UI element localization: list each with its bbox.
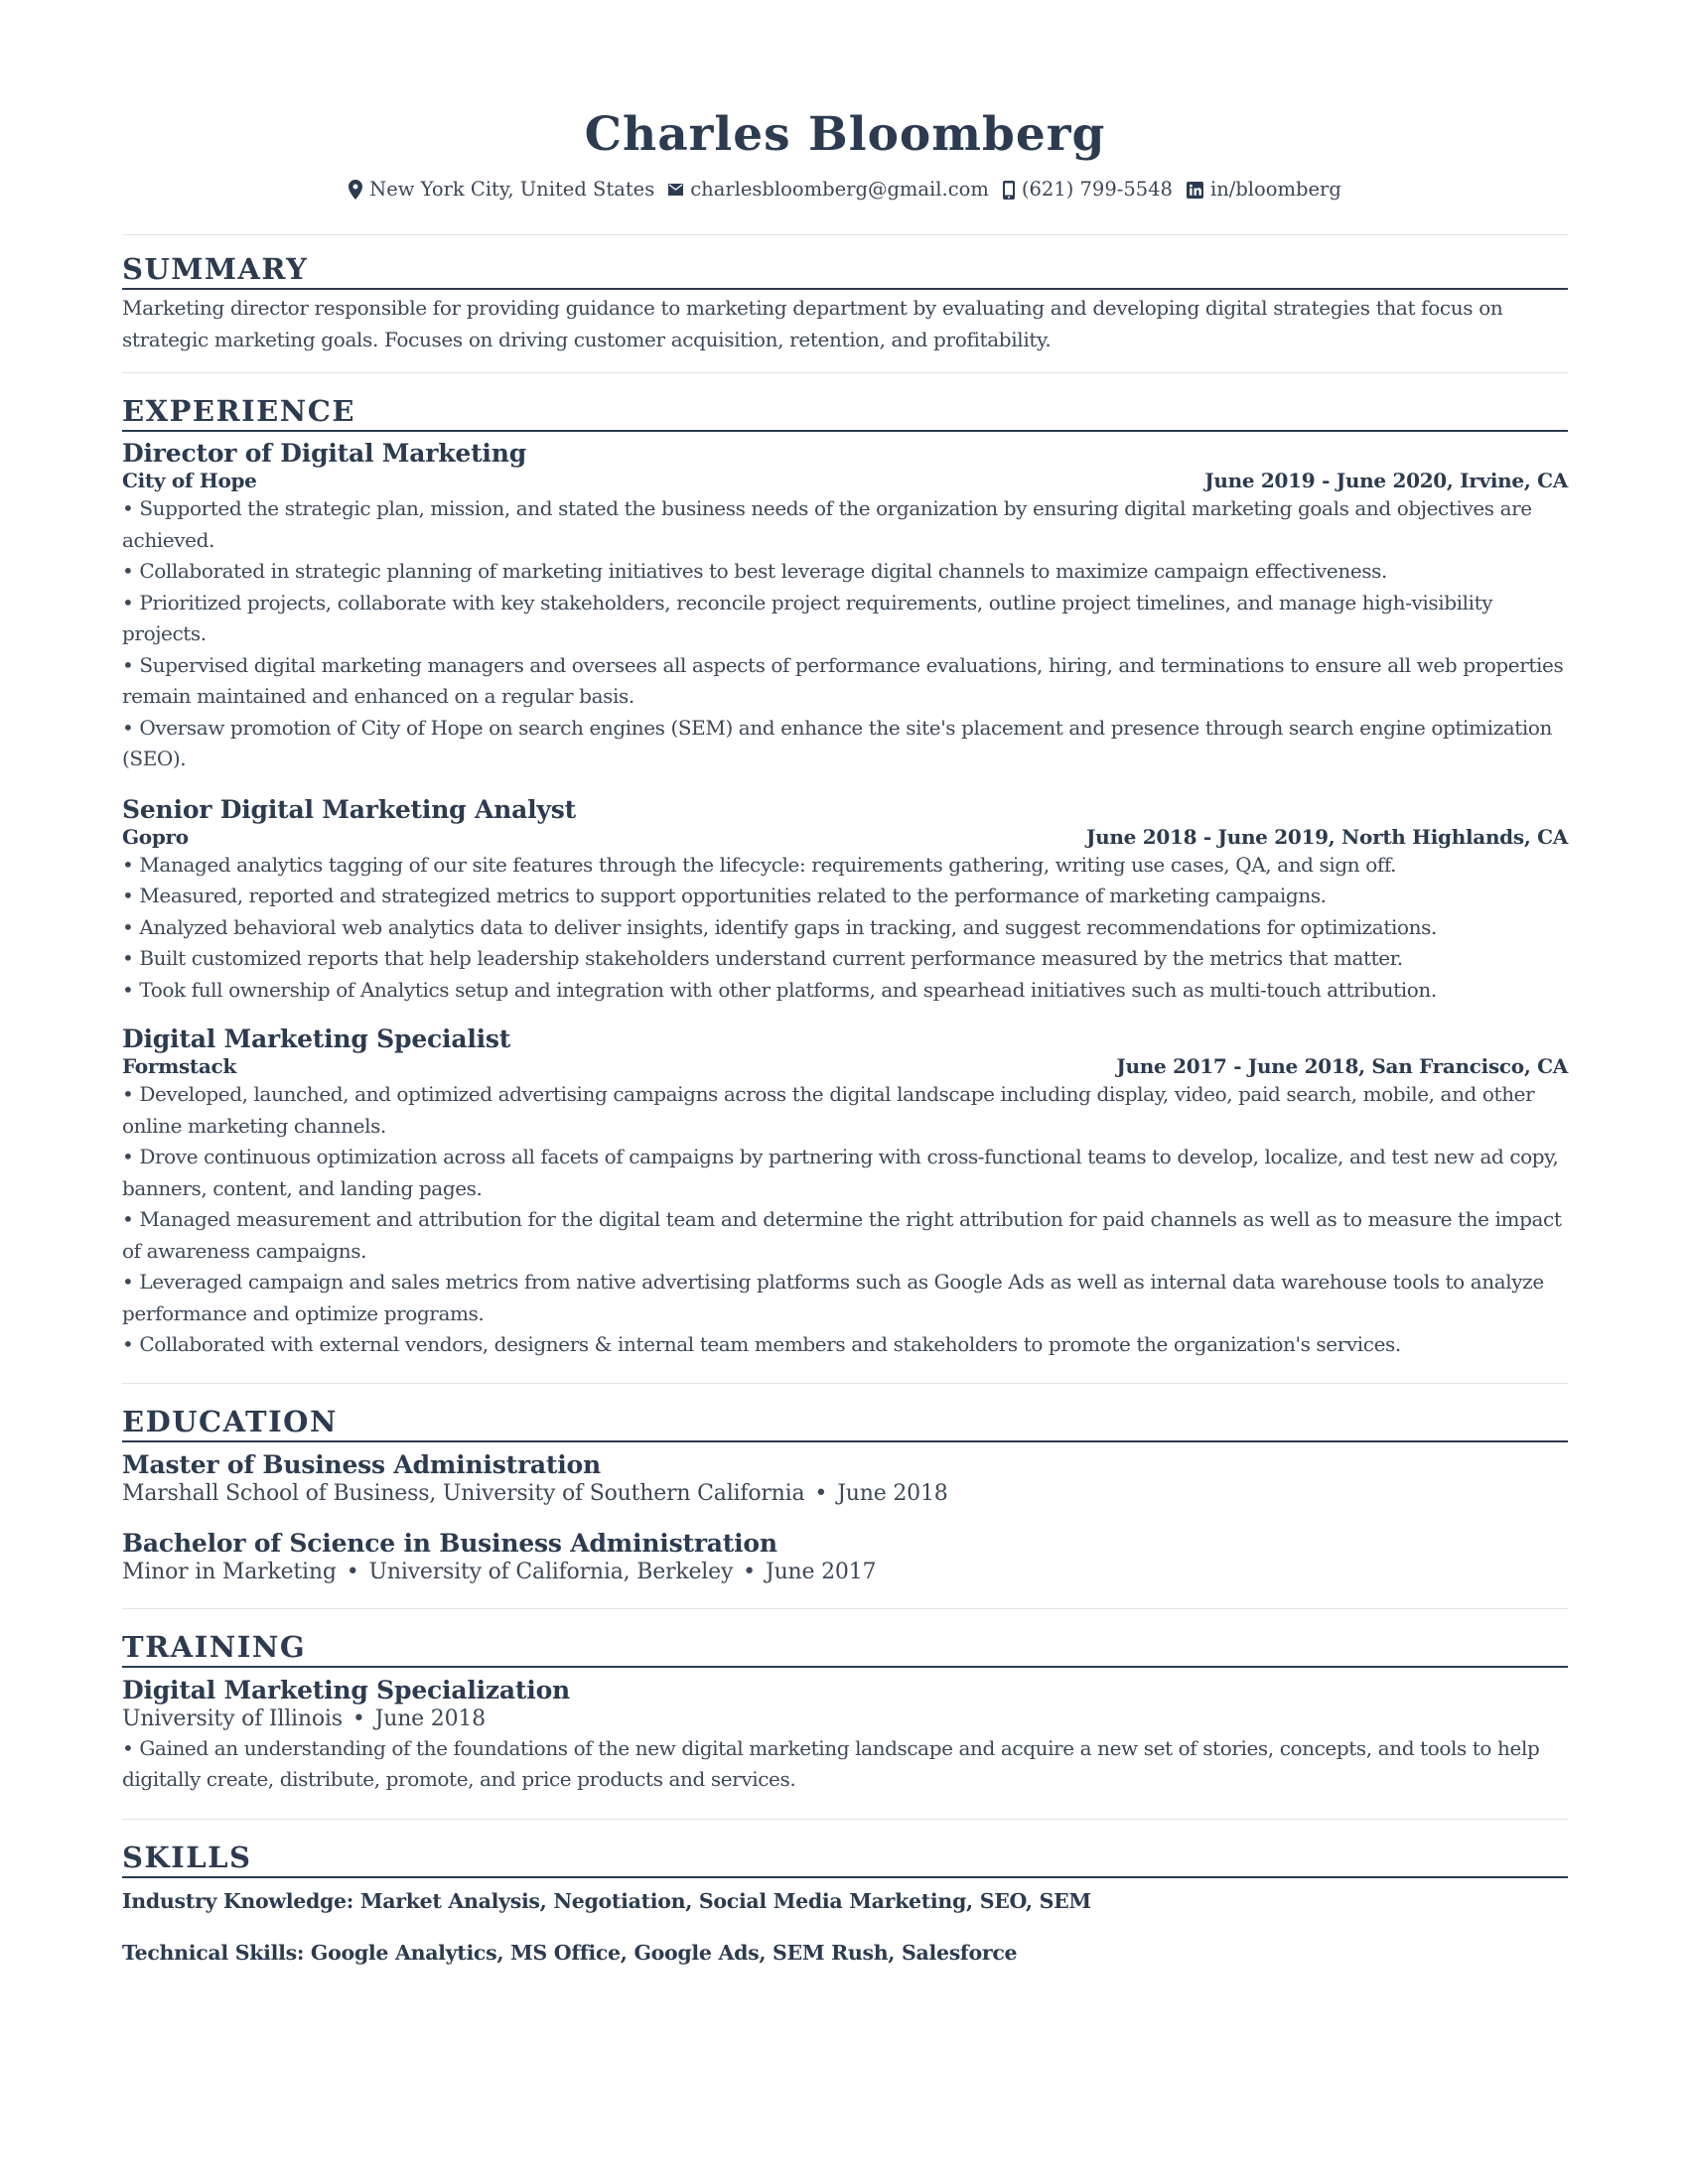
section-rule bbox=[122, 1440, 1568, 1442]
degree-title: Master of Business Administration bbox=[122, 1449, 602, 1479]
job-bullet: • Collaborated in strategic planning of marketing initiatives to best leverage digital channels to maximize campaign effectiveness. bbox=[122, 559, 1387, 583]
job-dates-location: June 2019 - June 2020, Irvine, CA bbox=[1204, 469, 1568, 492]
training-date: June 2018 bbox=[374, 1706, 486, 1731]
job-title: Director of Digital Marketing bbox=[122, 439, 526, 468]
school-name: Marshall School of Business, University of Southern California bbox=[122, 1480, 805, 1506]
location-text: New York City, United States bbox=[369, 178, 655, 201]
training-details bbox=[122, 1705, 1568, 1733]
training-school: University of Illinois bbox=[122, 1706, 343, 1731]
degree-title: Bachelor of Science in Business Administration bbox=[122, 1528, 777, 1558]
job-meta bbox=[122, 824, 1568, 850]
job-title: Digital Marketing Specialist bbox=[122, 1024, 511, 1053]
candidate-name: Charles Bloomberg bbox=[584, 107, 1106, 162]
job-company: City of Hope bbox=[122, 469, 257, 492]
phone-icon bbox=[1003, 181, 1015, 200]
job-bullet: • Developed, launched, and optimized advertising campaigns across the digital landscape including display, video, paid search, mobile, and other online marketing channels. bbox=[122, 1082, 1535, 1138]
phone-text[interactable]: (621) 799-5548 bbox=[1021, 178, 1173, 201]
section-rule bbox=[122, 1666, 1568, 1668]
summary-section bbox=[122, 251, 1568, 355]
education-entry bbox=[122, 1450, 1568, 1508]
job-bullet: • Analyzed behavioral web analytics data to deliver insights, identify gaps in tracking, and suggest recommendations for optimizations. bbox=[122, 914, 1437, 939]
experience-heading: EXPERIENCE bbox=[122, 394, 355, 428]
contact-linkedin[interactable] bbox=[1187, 177, 1341, 203]
separator-dot: • bbox=[352, 1706, 365, 1731]
contact-location bbox=[349, 177, 654, 203]
linkedin-icon bbox=[1187, 182, 1203, 199]
school-name: University of California, Berkeley bbox=[368, 1559, 734, 1584]
job-entry bbox=[122, 439, 1568, 775]
training-heading: TRAINING bbox=[122, 1629, 307, 1664]
section-divider bbox=[122, 1608, 1568, 1609]
job-title: Senior Digital Marketing Analyst bbox=[122, 794, 576, 824]
training-section bbox=[122, 1629, 1568, 1796]
job-bullet: • Built customized reports that help leadership stakeholders understand current performance measured by the metrics that matter. bbox=[122, 946, 1403, 970]
contact-email[interactable] bbox=[668, 177, 989, 203]
contact-phone[interactable] bbox=[1003, 177, 1173, 203]
section-divider bbox=[122, 372, 1568, 373]
minor-name: Minor in Marketing bbox=[122, 1559, 337, 1584]
separator-dot: • bbox=[743, 1559, 756, 1584]
job-meta bbox=[122, 468, 1568, 493]
education-entry bbox=[122, 1529, 1568, 1586]
job-meta bbox=[122, 1053, 1568, 1079]
technical-skills: Technical Skills: Google Analytics, MS Office, Google Ads, SEM Rush, Salesforce bbox=[122, 1940, 1018, 1965]
separator-dot: • bbox=[814, 1480, 828, 1506]
section-rule bbox=[122, 430, 1568, 432]
job-bullet: • Supervised digital marketing managers and oversees all aspects of performance evaluations, hiring, and terminations to ensure all web properties remain maintained and enhanced on a regular basis. bbox=[122, 652, 1564, 708]
job-bullet: • Supported the strategic plan, mission, and stated the business needs of the organization by ensuring digital marketing goals and objectives are achieved. bbox=[122, 496, 1532, 552]
job-company: Gopro bbox=[122, 824, 189, 849]
training-course: Digital Marketing Specialization bbox=[122, 1675, 571, 1705]
job-entry bbox=[122, 1024, 1568, 1361]
job-bullet: • Drove continuous optimization across all facets of campaigns by partnering with cross-functional teams to develop, localize, and test new ad copy, banners, content, and landing pages. bbox=[122, 1145, 1559, 1200]
skills-heading: SKILLS bbox=[122, 1840, 252, 1874]
training-bullet: • Gained an understanding of the foundations of the new digital marketing landscape and acquire a new set of stories, concepts, and tools to help digitally create, distribute, promote, and price products and services. bbox=[122, 1735, 1540, 1791]
job-bullet: • Managed measurement and attribution for the digital team and determine the right attribution for paid channels as well as to measure the impact of awareness campaigns. bbox=[122, 1207, 1562, 1263]
job-bullet: • Managed analytics tagging of our site features through the lifecycle: requirements gathering, writing use cases, QA, and sign off. bbox=[122, 852, 1397, 877]
section-rule bbox=[122, 288, 1568, 290]
resume-content bbox=[122, 103, 1568, 1967]
location-pin-icon bbox=[349, 180, 362, 200]
summary-text: Marketing director responsible for providing guidance to marketing department by evaluating and developing digital strategies that focus on strategic marketing goals. Focuses on driving customer acquisition, retention, and profitability. bbox=[122, 296, 1503, 351]
job-company: Formstack bbox=[122, 1054, 236, 1078]
email-text[interactable]: charlesbloomberg@gmail.com bbox=[690, 178, 989, 201]
education-details bbox=[122, 1479, 1568, 1508]
education-heading: EDUCATION bbox=[122, 1404, 338, 1438]
section-divider bbox=[122, 1383, 1568, 1384]
job-bullet: • Collaborated with external vendors, designers & internal team members and stakeholders to promote the organization's services. bbox=[122, 1332, 1401, 1356]
job-bullet: • Prioritized projects, collaborate with key stakeholders, reconcile project requirements, outline project timelines, and manage high-visibility projects. bbox=[122, 590, 1493, 645]
experience-section bbox=[122, 393, 1568, 1361]
job-dates-location: June 2017 - June 2018, San Francisco, CA bbox=[1116, 1054, 1568, 1078]
industry-skills: Industry Knowledge: Market Analysis, Negotiation, Social Media Marketing, SEO, SEM bbox=[122, 1888, 1091, 1913]
section-rule bbox=[122, 1876, 1568, 1878]
graduation-date: June 2018 bbox=[837, 1480, 948, 1506]
job-bullet: • Took full ownership of Analytics setup and integration with other platforms, and spearhead initiatives such as multi-touch attribution. bbox=[122, 977, 1437, 1002]
job-entry bbox=[122, 795, 1568, 1007]
training-entry bbox=[122, 1676, 1568, 1796]
job-dates-location: June 2018 - June 2019, North Highlands, CA bbox=[1086, 824, 1568, 849]
education-section bbox=[122, 1404, 1568, 1586]
resume-header bbox=[122, 103, 1568, 203]
contact-info bbox=[122, 177, 1568, 203]
job-bullet: • Measured, reported and strategized metrics to support opportunities related to the performance of marketing campaigns. bbox=[122, 884, 1327, 907]
summary-heading: SUMMARY bbox=[122, 252, 309, 286]
section-divider bbox=[122, 1819, 1568, 1820]
linkedin-text[interactable]: in/bloomberg bbox=[1209, 178, 1341, 201]
education-details bbox=[122, 1558, 1568, 1586]
email-icon bbox=[668, 184, 683, 196]
job-bullet: • Oversaw promotion of City of Hope on search engines (SEM) and enhance the site's placement and presence through search engine optimization (SEO). bbox=[122, 715, 1553, 770]
skills-section bbox=[122, 1840, 1568, 1967]
job-bullet: • Leveraged campaign and sales metrics from native advertising platforms such as Google Ads as well as internal data warehouse tools to analyze performance and optimize programs. bbox=[122, 1270, 1544, 1325]
graduation-date: June 2017 bbox=[765, 1559, 877, 1584]
separator-dot: • bbox=[346, 1559, 359, 1584]
section-divider bbox=[122, 234, 1568, 235]
